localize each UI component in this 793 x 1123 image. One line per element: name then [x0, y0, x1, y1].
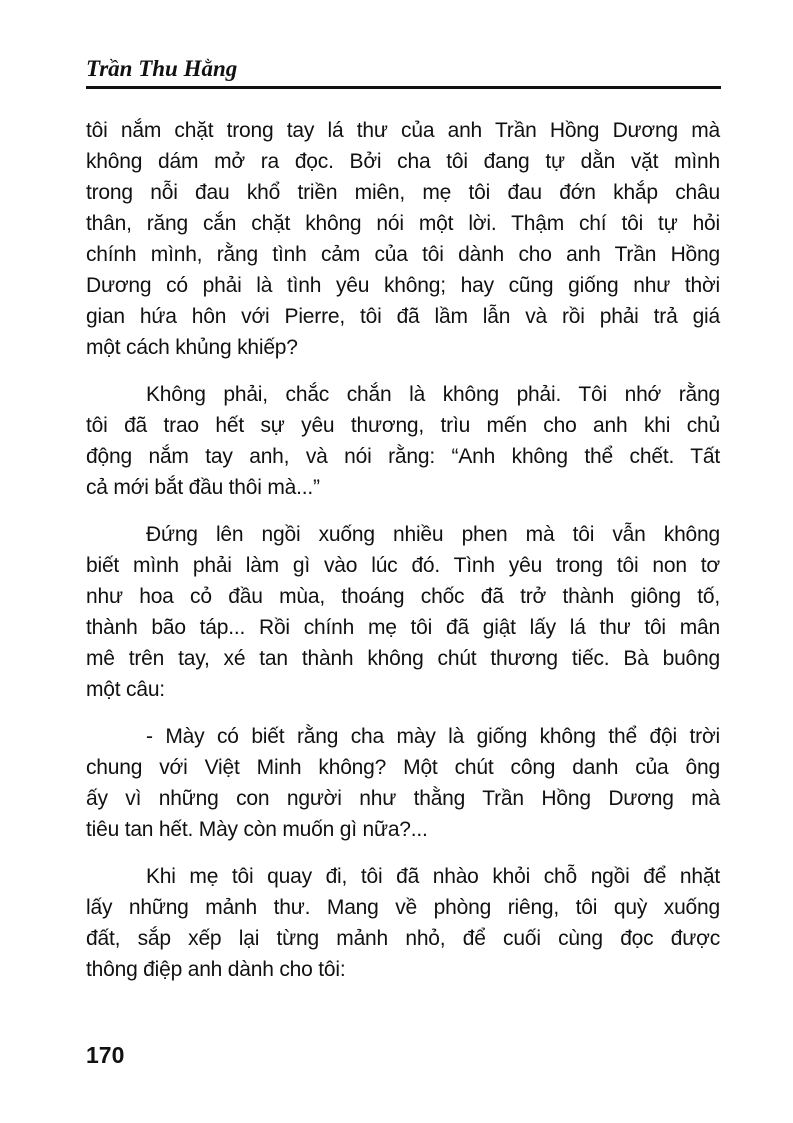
text-line: tiêu tan hết. Mày còn muốn gì nữa?... [86, 818, 428, 841]
text-line: Dương có phải là tình yêu không; hay cũng giống như thời [86, 274, 720, 297]
text-line: không dám mở ra đọc. Bởi cha tôi đang tự dằn vặt mình [86, 150, 720, 173]
text-line: cả mới bắt đầu thôi mà...” [86, 476, 320, 499]
paragraph [86, 861, 720, 985]
text-line: gian hứa hôn với Pierre, tôi đã lầm lẫn và rồi phải trả giá [86, 305, 720, 328]
text-line: động nắm tay anh, và nói rằng: “Anh không thể chết. Tất [86, 445, 720, 468]
text-line: trong nỗi đau khổ triền miên, mẹ tôi đau đớn khắp châu [86, 181, 720, 204]
text-line: đất, sắp xếp lại từng mảnh nhỏ, để cuối cùng đọc được [86, 927, 720, 950]
text-line: Đứng lên ngồi xuống nhiều phen mà tôi vẫn không [146, 523, 720, 546]
paragraph [86, 721, 720, 845]
text-line: mê trên tay, xé tan thành không chút thương tiếc. Bà buông [86, 647, 720, 670]
text-line: tôi đã trao hết sự yêu thương, trìu mến cho anh khi chủ [86, 414, 720, 437]
running-header-author: Trần Thu Hằng [86, 56, 238, 81]
header-rule [86, 86, 721, 89]
page-body [86, 115, 720, 1001]
text-line: Khi mẹ tôi quay đi, tôi đã nhào khỏi chỗ ngồi để nhặt [146, 865, 720, 888]
text-line: chung với Việt Minh không? Một chút công danh của ông [86, 756, 720, 779]
text-line: một cách khủng khiếp? [86, 336, 298, 359]
paragraph [86, 115, 720, 363]
text-line: Không phải, chắc chắn là không phải. Tôi nhớ rằng [146, 383, 720, 406]
paragraph [86, 379, 720, 503]
text-line: một câu: [86, 678, 165, 701]
text-line: - Mày có biết rằng cha mày là giống không thể đội trời [146, 725, 720, 748]
text-line: ấy vì những con người như thằng Trần Hồng Dương mà [86, 787, 720, 810]
text-line: biết mình phải làm gì vào lúc đó. Tình yêu trong tôi non tơ [86, 554, 720, 577]
text-line: tôi nắm chặt trong tay lá thư của anh Trần Hồng Dương mà [86, 119, 720, 142]
text-line: thông điệp anh dành cho tôi: [86, 958, 346, 981]
text-line: chính mình, rằng tình cảm của tôi dành cho anh Trần Hồng [86, 243, 720, 266]
text-line: như hoa cỏ đầu mùa, thoáng chốc đã trở thành giông tố, [86, 585, 720, 608]
page-number: 170 [86, 1042, 125, 1068]
text-line: thành bão táp... Rồi chính mẹ tôi đã giật lấy lá thư tôi mân [86, 616, 720, 639]
text-line: thân, răng cắn chặt không nói một lời. Thậm chí tôi tự hỏi [86, 212, 720, 235]
paragraph [86, 519, 720, 705]
text-line: lấy những mảnh thư. Mang về phòng riêng, tôi quỳ xuống [86, 896, 720, 919]
